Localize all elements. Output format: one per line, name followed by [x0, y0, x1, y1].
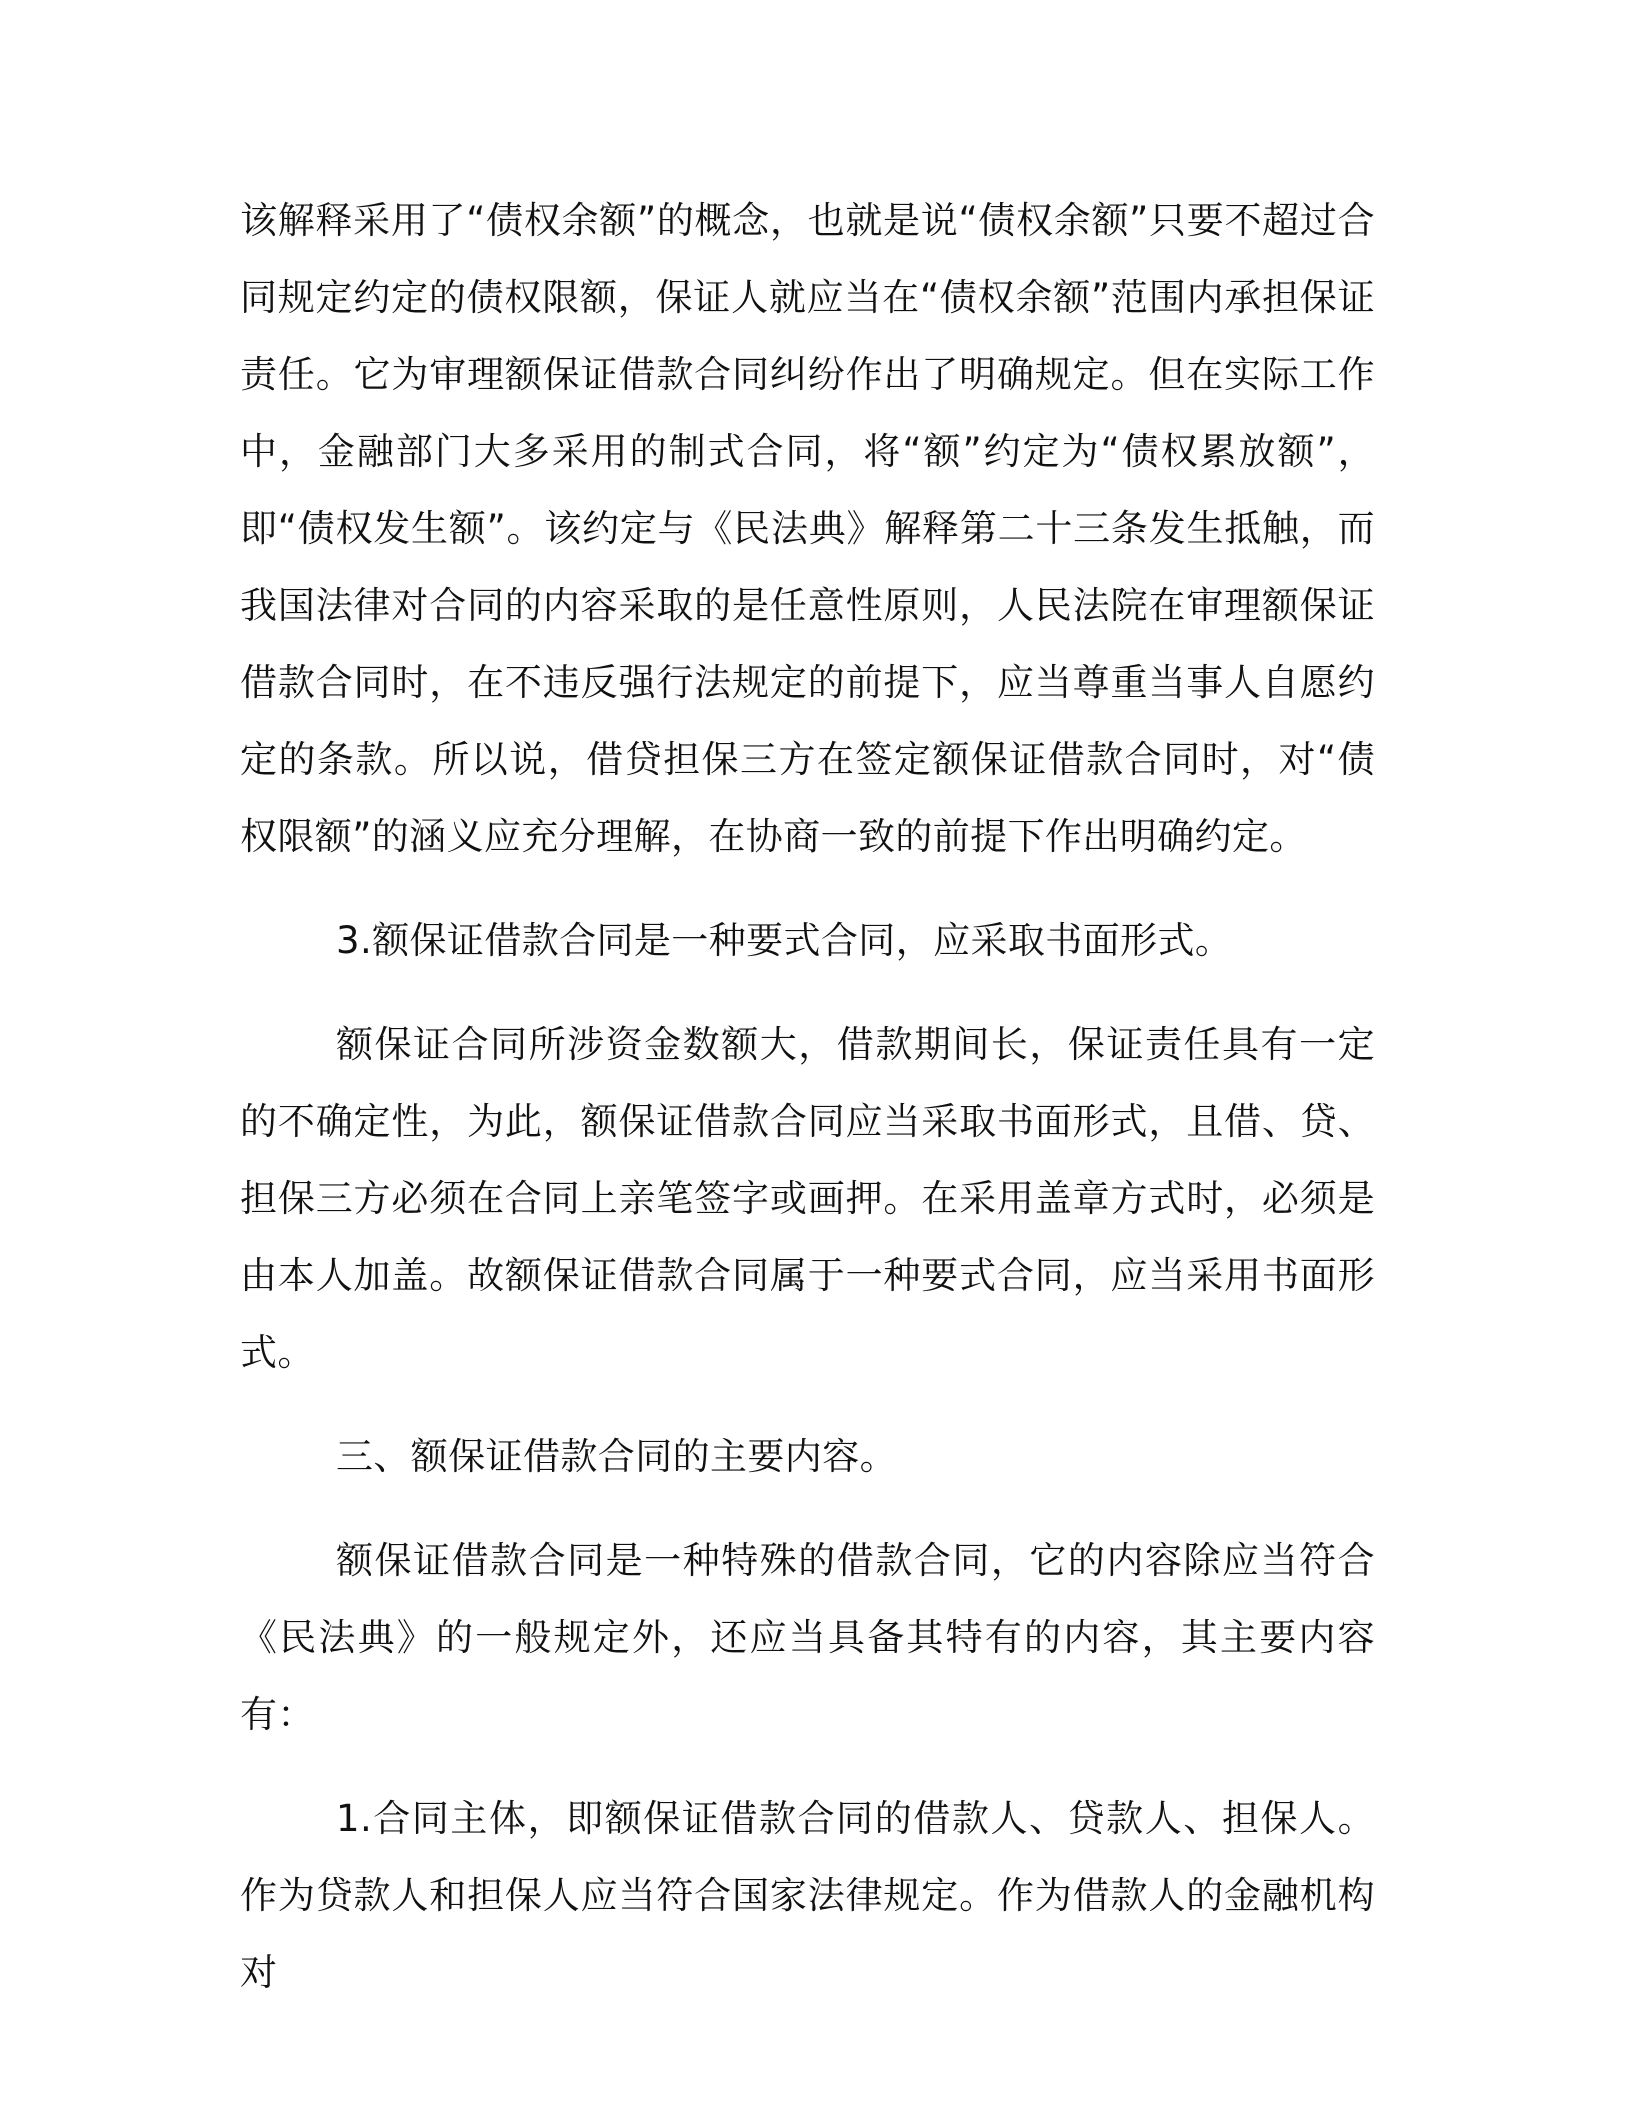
paragraph-4: 三、额保证借款合同的主要内容。 [336, 1435, 897, 1478]
paragraph-3: 额保证合同所涉资金数额大，借款期间长，保证责任具有一定的不确定性，为此，额保证借款合同应当采取书面形式，且借、贷、担保三方必须在合同上亲笔签字或画押。在采用盖章方式时，必须是由本人加盖。故额保证借款合同属于一种要式合同，应当采用书面形式。 [240, 1023, 1375, 1374]
paragraph-1: 该解释采用了“债权余额”的概念，也就是说“债权余额”只要不超过合同规定约定的债权限额，保证人就应当在“债权余额”范围内承担保证责任。它为审理额保证借款合同纠纷作出了明确规定。但在实际工作中，金融部门大多采用的制式合同，将“额”约定为“债权累放额”，即“债权发生额”。该约定与《民法典》解释第二十三条发生抵触，而我国法律对合同的内容采取的是任意性原则，人民法院在审理额保证借款合同时，在不违反强行法规定的前提下，应当尊重当事人自愿约定的条款。所以说，借贷担保三方在签定额保证借款合同时，对“债权限额”的涵义应充分理解，在协商一致的前提下作出明确约定。 [240, 199, 1375, 858]
paragraph-5: 额保证借款合同是一种特殊的借款合同，它的内容除应当符合《民法典》的一般规定外，还应当具备其特有的内容，其主要内容有： [240, 1539, 1375, 1736]
document-body [240, 182, 1375, 2011]
paragraph-2: 3.额保证借款合同是一种要式合同，应采取书面形式。 [336, 919, 1233, 962]
paragraph-6: 1.合同主体，即额保证借款合同的借款人、贷款人、担保人。作为贷款人和担保人应当符合国家法律规定。作为借款人的金融机构对 [240, 1797, 1375, 1994]
